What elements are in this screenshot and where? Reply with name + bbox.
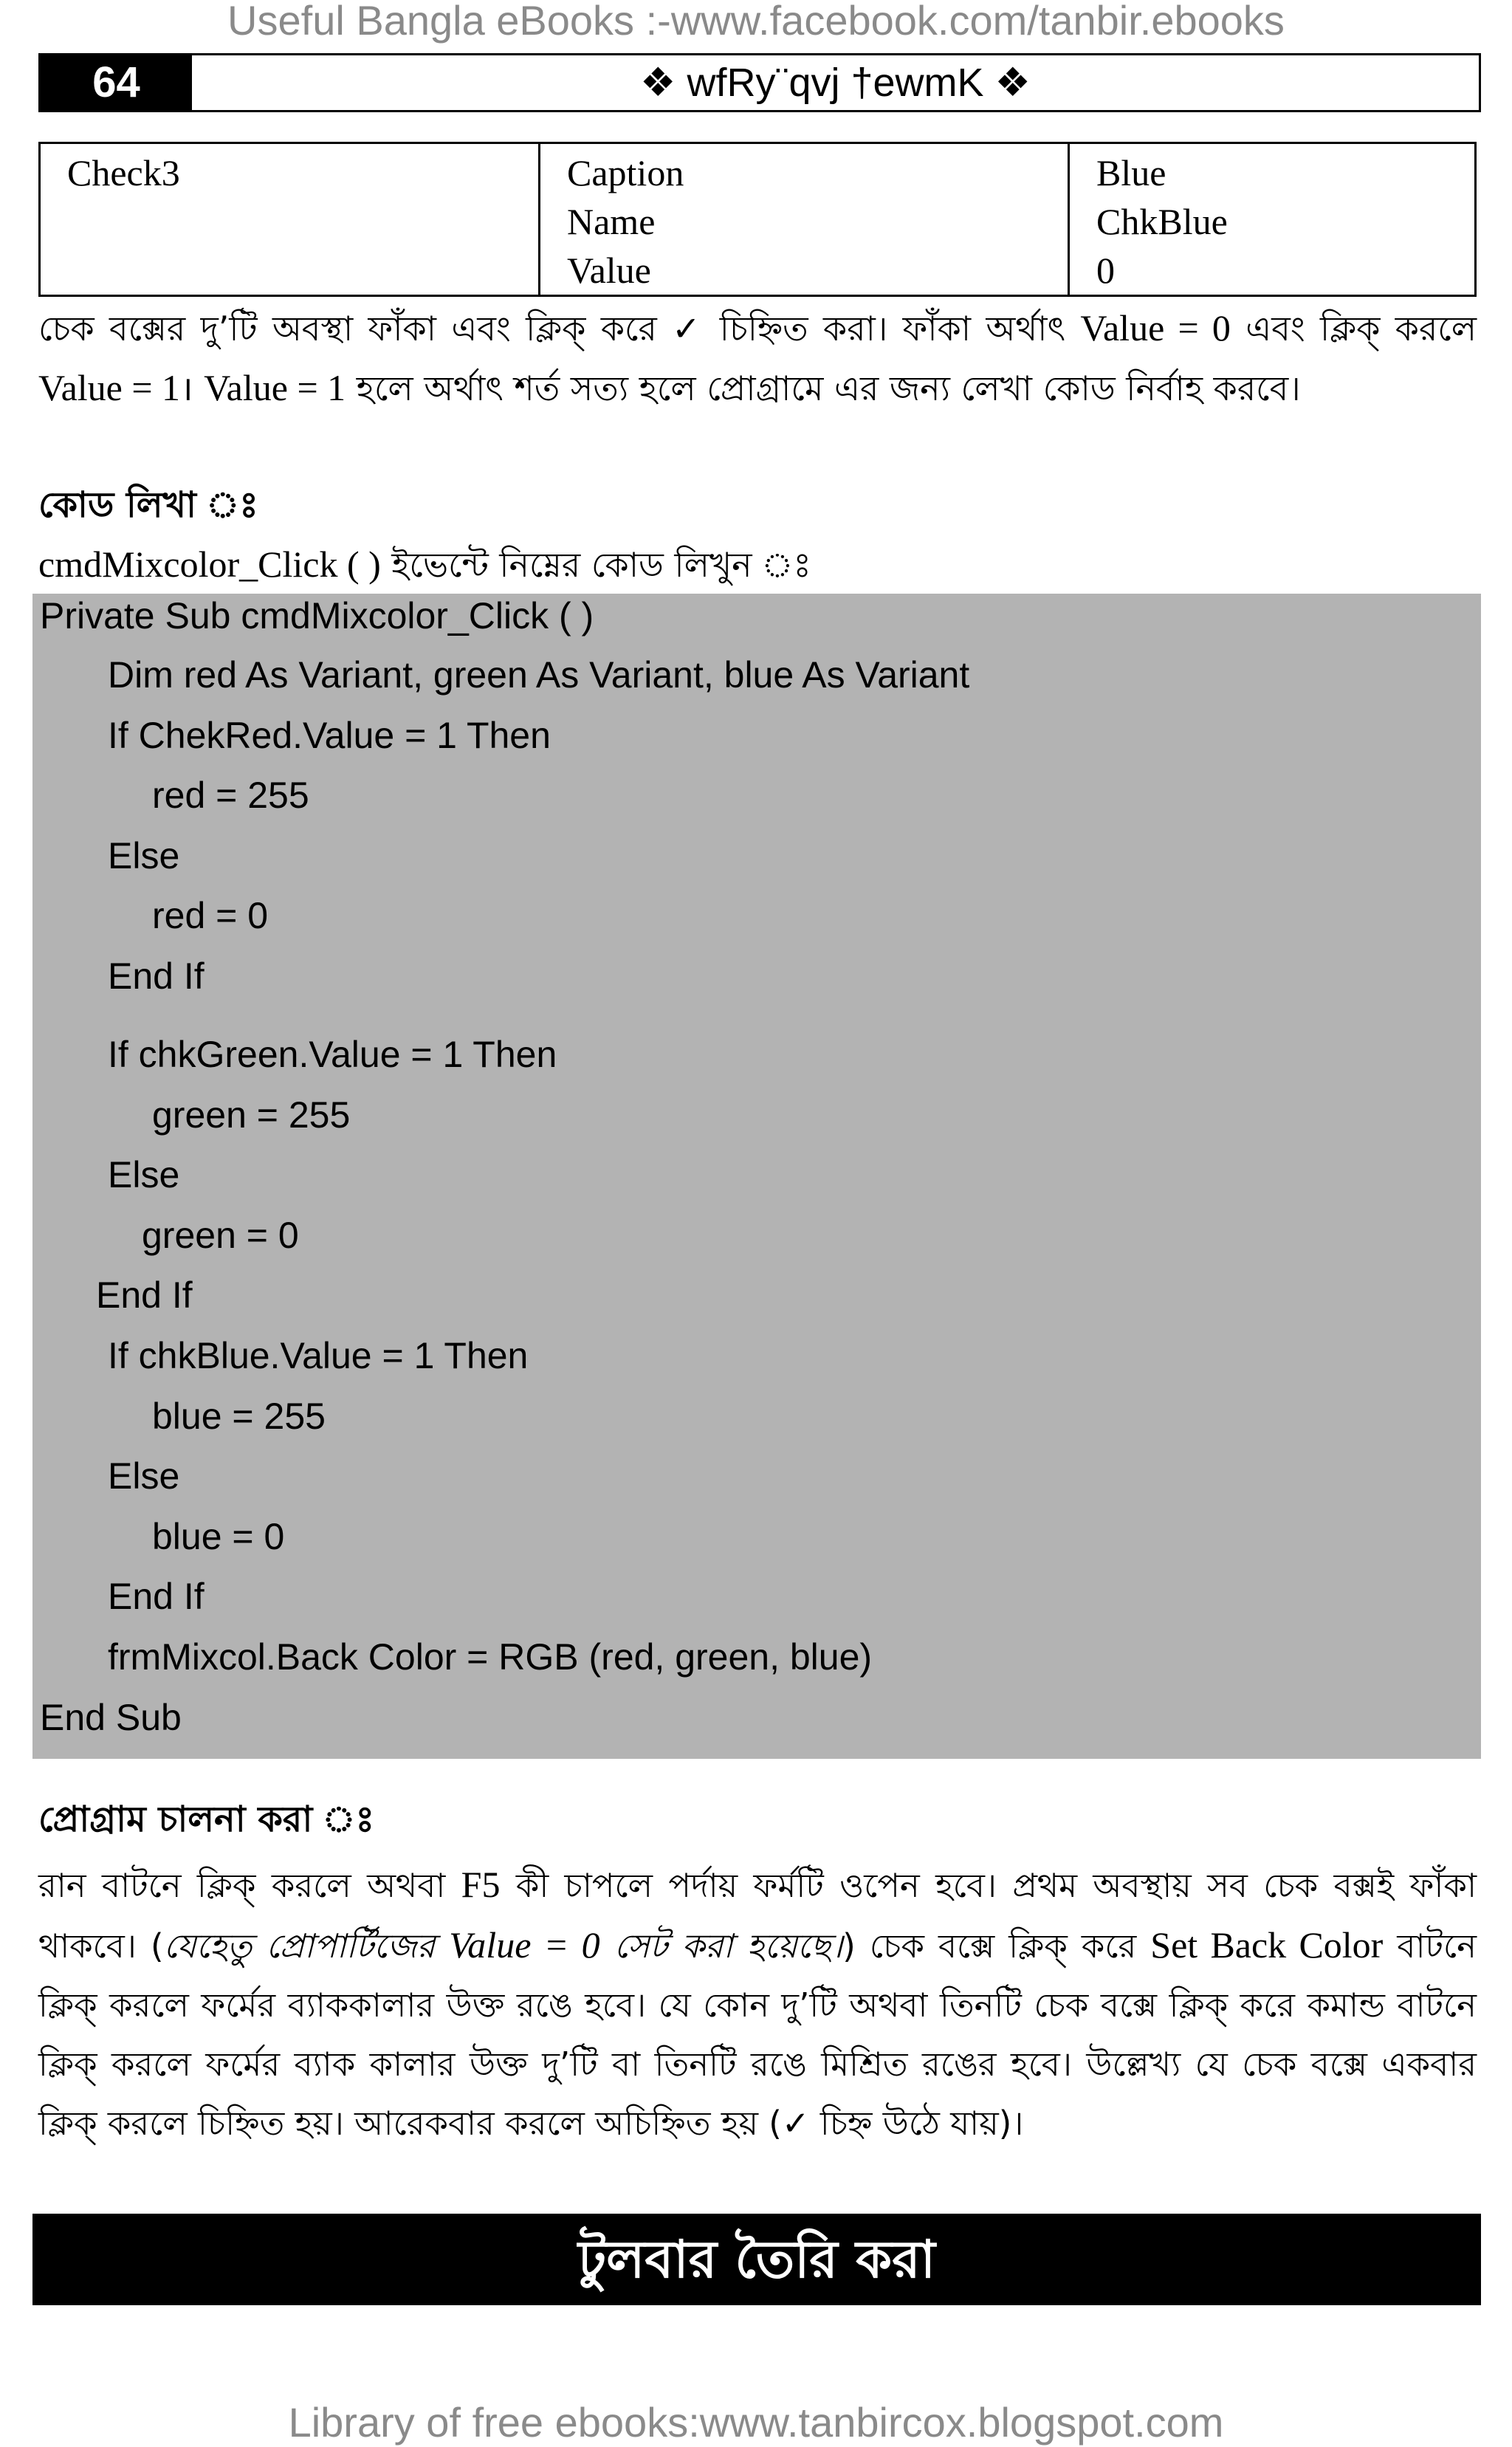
code-line: Else — [108, 1154, 180, 1195]
property-value: Blue — [1096, 152, 1166, 193]
code-line: frmMixcol.Back Color = RGB (red, green, blue) — [108, 1636, 873, 1678]
checkbox-state-paragraph — [38, 298, 1477, 418]
properties-cell — [540, 143, 1069, 296]
property-name: Caption — [567, 152, 684, 193]
property-name: Name — [567, 201, 656, 242]
code-line: blue = 255 — [152, 1396, 326, 1437]
property-value: ChkBlue — [1096, 201, 1228, 242]
page-number: 64 — [41, 55, 192, 110]
inline-code: Value = 0 — [449, 1924, 600, 1966]
code-line: green = 255 — [152, 1094, 351, 1136]
inline-code: Value = 1 — [38, 367, 181, 408]
paragraph-text: এবং ক্লিক্ করলে — [1230, 309, 1477, 349]
code-line: Else — [108, 835, 180, 876]
table-row — [40, 143, 1476, 296]
code-line: blue = 0 — [152, 1516, 285, 1557]
paragraph-text: বাটনে ক্লিক্ করলে ফর্মের ব্যাককালার উক্ত রঙে হবে। যে কোন দু’টি অথবা তিনটি চেক বক্সে ক্লিক্ করে কমান্ড বাটনে ক্লিক্ করলে ফর্মের ব্যাক কালার উক্ত দু’টি বা তিনটি রঙে মিশ্রিত রঙের হবে। উল্লেখ্য যে চেক বক্সে একবার ক্লিক্ করলে চিহ্নিত হয়। আরেকবার করলে অচিহ্নিত হয় (✓ চিহ্ন উঠে যায়)। — [38, 1926, 1477, 2143]
code-line: Dim red As Variant, green As Variant, blue As Variant — [108, 654, 970, 696]
heading-run-program: প্রোগ্রাম চালনা করা ঃ — [38, 1799, 375, 1840]
key-name: F5 — [461, 1864, 501, 1905]
control-name: Check3 — [67, 152, 180, 193]
paragraph-text: হলে অর্থাৎ শর্ত সত্য হলে প্রোগ্রামে এর জন্য লেখা কোড নির্বাহ করবে। — [346, 368, 1301, 408]
property-value: 0 — [1096, 250, 1115, 291]
paragraph-text: রান বাটনে ক্লিক্ করলে অথবা — [38, 1866, 461, 1905]
run-program-paragraph — [38, 1855, 1477, 2153]
code-line: If chkGreen.Value = 1 Then — [108, 1034, 557, 1075]
button-name: Set Back Color — [1150, 1924, 1384, 1966]
code-line: Private Sub cmdMixcolor_Click ( ) — [40, 595, 594, 636]
italic-note: যেহেতু প্রোপার্টিজের — [163, 1926, 450, 1966]
inline-code: Value = 0 — [1080, 307, 1231, 349]
code-line: red = 0 — [152, 895, 269, 936]
paragraph-text: চেক বক্সের দু’টি অবস্থা ফাঁকা এবং ক্লিক্ করে ✓ চিহ্নিত করা। ফাঁকা অর্থাৎ — [38, 309, 1081, 349]
code-line: If ChekRed.Value = 1 Then — [108, 715, 551, 756]
code-line: End If — [108, 955, 205, 997]
event-name: cmdMixcolor_Click ( ) — [38, 543, 381, 585]
control-cell — [40, 143, 540, 296]
inline-code: Value = 1 — [204, 367, 346, 408]
top-watermark: Useful Bangla eBooks :-www.facebook.com/tanbir.ebooks — [227, 0, 1285, 44]
page-header — [38, 53, 1481, 112]
values-cell — [1069, 143, 1476, 296]
property-table — [38, 142, 1477, 297]
code-block — [32, 594, 1481, 1759]
paragraph-text: কী চাপলে পর্দায় ফর্মটি ওপেন হবে। প্রথম অবস্থায় সব চেক বক্সই ফাঁকা থাকবে। ( — [38, 1866, 1477, 1966]
code-line: red = 255 — [152, 775, 309, 816]
event-instruction — [38, 535, 811, 594]
paragraph-text: ) চেক বক্সে ক্লিক্ করে — [842, 1926, 1151, 1966]
code-line: End If — [96, 1274, 193, 1316]
bottom-watermark: Library of free ebooks:www.tanbircox.blogspot.com — [288, 2399, 1224, 2446]
code-line: End If — [108, 1576, 205, 1617]
code-line: If chkBlue.Value = 1 Then — [108, 1335, 529, 1376]
section-banner-toolbar: টুলবার তৈরি করা — [32, 2214, 1481, 2305]
running-title: ❖ wfRy¨qvj †ewmK ❖ — [640, 61, 1031, 105]
event-text: ইভেন্টে নিম্নের কোড লিখুন ঃ — [380, 545, 811, 585]
code-line: green = 0 — [142, 1215, 299, 1256]
code-line: Else — [108, 1455, 180, 1497]
code-line: End Sub — [40, 1697, 182, 1738]
heading-write-code: কোড লিখা ঃ — [38, 484, 258, 526]
italic-note: সেট করা হয়েছে। — [599, 1926, 843, 1966]
property-name: Value — [567, 250, 651, 291]
paragraph-text: । — [180, 368, 205, 408]
